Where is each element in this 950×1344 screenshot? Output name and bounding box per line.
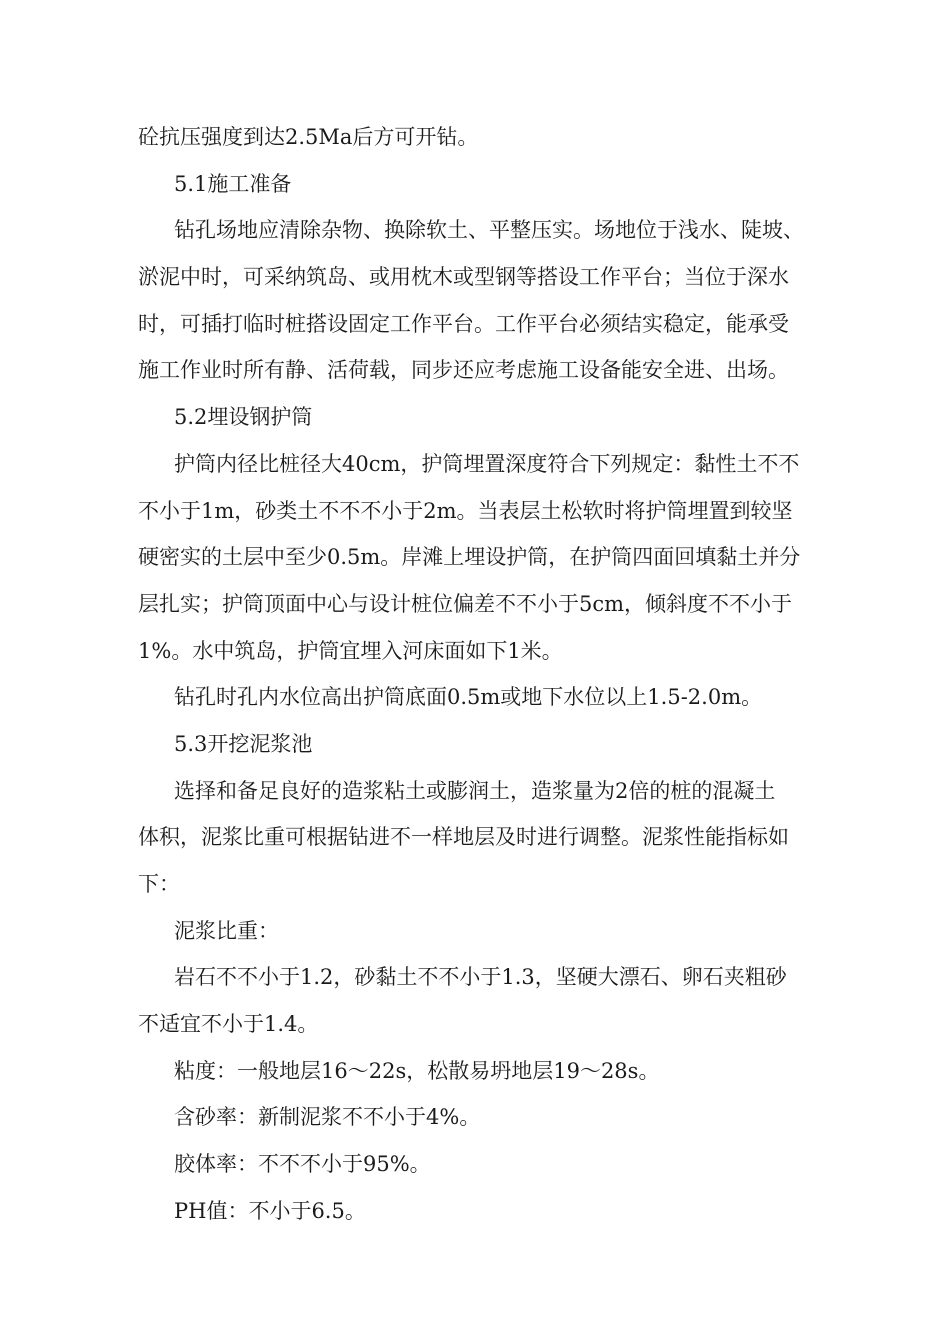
paragraph-line: 含砂率：新制泥浆不不小于4%。 xyxy=(174,1105,481,1130)
paragraph-line: 选择和备足良好的造浆粘土或膨润土，造浆量为2倍的桩的混凝土 xyxy=(174,778,776,803)
paragraph-line: PH值：不小于6.5。 xyxy=(174,1198,366,1223)
paragraph-line: 钻孔时孔内水位高出护筒底面0.5m或地下水位以上1.5-2.0m。 xyxy=(174,685,763,710)
document-body xyxy=(138,114,838,1235)
section-heading-5-2: 5.2埋设钢护筒 xyxy=(174,405,313,430)
section-heading-5-1: 5.1施工准备 xyxy=(174,171,292,196)
paragraph-line: 时，可插打临时桩搭设固定工作平台。工作平台必须结实稳定，能承受 xyxy=(138,311,789,336)
paragraph-line: 下： xyxy=(138,872,180,896)
paragraph-line: 淤泥中时，可采纳筑岛、或用枕木或型钢等搭设工作平台；当位于深水 xyxy=(138,265,789,290)
paragraph-line: 钻孔场地应清除杂物、换除软土、平整压实。场地位于浅水、陡坡、 xyxy=(174,218,804,243)
paragraph-line: 粘度：一般地层16～22s，松散易坍地层19～28s。 xyxy=(174,1058,660,1083)
paragraph-line: 护筒内径比桩径大40cm，护筒埋置深度符合下列规定：黏性土不不 xyxy=(174,451,800,476)
paragraph-line: 胶体率：不不不小于95%。 xyxy=(174,1152,431,1177)
paragraph-line: 施工作业时所有静、活荷载，同步还应考虑施工设备能安全进、出场。 xyxy=(138,358,789,383)
section-heading-5-3: 5.3开挖泥浆池 xyxy=(174,731,313,756)
paragraph-line: 不适宜不小于1.4。 xyxy=(138,1012,319,1037)
paragraph-line: 1%。水中筑岛，护筒宜埋入河床面如下1米。 xyxy=(138,638,563,663)
paragraph-line: 体积，泥浆比重可根据钻进不一样地层及时进行调整。泥浆性能指标如 xyxy=(138,825,789,850)
paragraph-line: 泥浆比重： xyxy=(174,918,279,943)
paragraph-line: 硬密实的土层中至少0.5m。岸滩上埋设护筒，在护筒四面回填黏土并分 xyxy=(138,545,801,570)
paragraph-line: 不小于1m，砂类土不不不小于2m。当表层土松软时将护筒埋置到较坚 xyxy=(138,498,793,523)
paragraph-line: 砼抗压强度到达2.5Ma后方可开钻。 xyxy=(138,125,479,149)
paragraph-line: 岩石不不小于1.2，砂黏土不不小于1.3，坚硬大漂石、卵石夹粗砂 xyxy=(174,965,787,990)
paragraph-line: 层扎实；护筒顶面中心与设计桩位偏差不不小于5cm，倾斜度不不小于 xyxy=(138,591,793,616)
